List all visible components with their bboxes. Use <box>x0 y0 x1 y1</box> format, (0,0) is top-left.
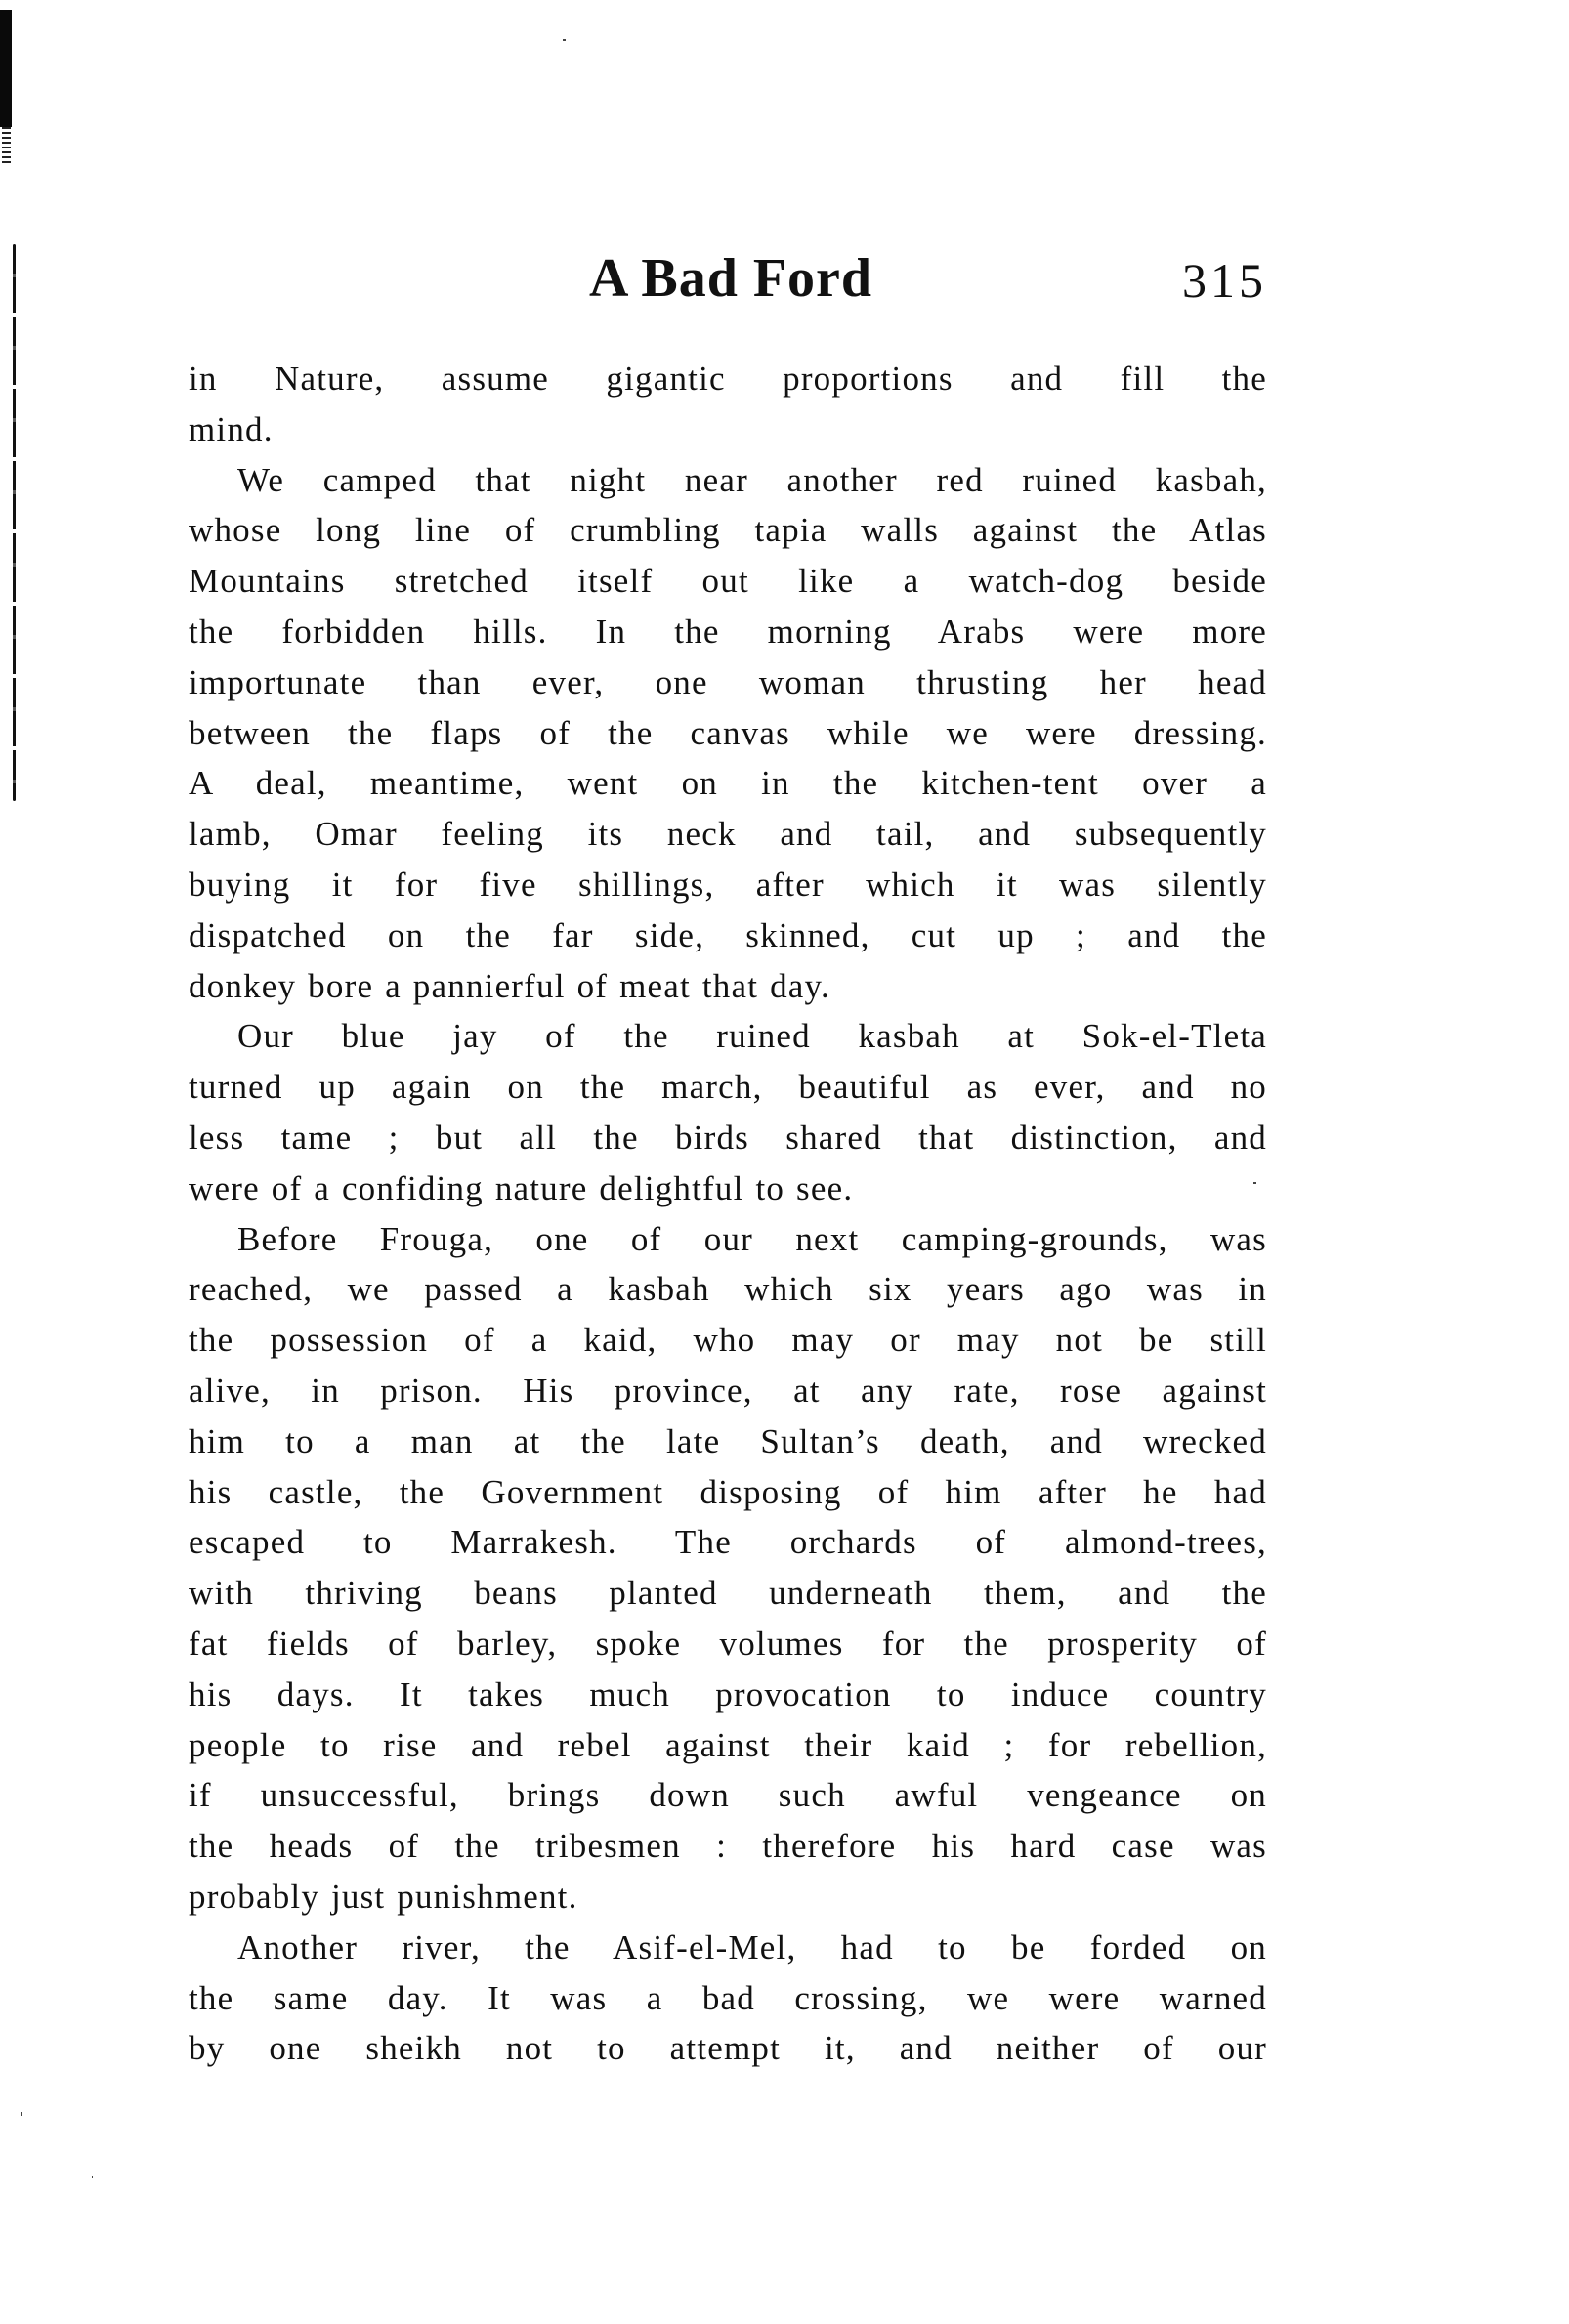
text-line: lamb, Omar feeling its neck and tail, and subsequently <box>189 815 1267 854</box>
running-head <box>189 246 1267 315</box>
paragraph <box>189 1011 1267 1213</box>
text-line: whose long line of crumbling tapia walls against the Atlas <box>189 511 1267 550</box>
text-line: dispatched on the far side, skinned, cut up ; and the <box>189 915 1267 954</box>
text-line: turned up again on the march, beautiful as ever, and no <box>189 1068 1267 1107</box>
text-line: We camped that night near another red ruined kasbah, <box>237 460 1267 499</box>
running-head-title: A Bad Ford <box>589 248 873 309</box>
text-line: the forbidden hills. In the morning Arabs were more <box>189 612 1267 651</box>
text-line: escaped to Marrakesh. The orchards of almond-trees, <box>189 1523 1267 1562</box>
text-line: A deal, meantime, went on in the kitchen-tent over a <box>189 764 1267 803</box>
paragraph <box>189 354 1267 455</box>
scan-speck <box>563 39 566 41</box>
text-line: in Nature, assume gigantic proportions and fill the <box>189 359 1267 398</box>
text-line: importunate than ever, one woman thrusting her head <box>189 662 1267 701</box>
text-line: buying it for five shillings, after which it was silently <box>189 865 1267 904</box>
text-line: alive, in prison. His province, at any rate, rose against <box>189 1371 1267 1410</box>
text-line: with thriving beans planted underneath them, and the <box>189 1574 1267 1613</box>
text-line: mind. <box>189 409 274 448</box>
text-line: the possession of a kaid, who may or may not be still <box>189 1321 1267 1360</box>
text-line: people to rise and rebel against their kaid ; for rebellion, <box>189 1725 1267 1764</box>
text-line: his days. It takes much provocation to induce country <box>189 1674 1267 1713</box>
text-line: less tame ; but all the birds shared that distinction, and <box>189 1118 1267 1157</box>
text-line: fat fields of barley, spoke volumes for the prosperity of <box>189 1624 1267 1663</box>
text-line: the same day. It was a bad crossing, we were warned <box>189 1978 1267 2017</box>
paragraph <box>189 1923 1267 2074</box>
text-line: were of a confiding nature delightful to see. <box>189 1168 854 1207</box>
scan-page-edge-line <box>13 244 16 801</box>
scan-speck <box>21 2112 22 2116</box>
text-line: by one sheikh not to attempt it, and neither of our <box>189 2029 1267 2068</box>
scan-edge-shadow <box>0 10 12 127</box>
paragraph <box>189 455 1267 1012</box>
paragraph <box>189 1214 1267 1923</box>
body-text <box>189 354 1267 2074</box>
scan-edge-noise <box>2 127 11 166</box>
text-line: Mountains stretched itself out like a watch-dog beside <box>189 562 1267 601</box>
scan-speck <box>92 2176 93 2178</box>
text-line: the heads of the tribesmen : therefore his hard case was <box>189 1827 1267 1866</box>
text-line: donkey bore a pannierful of meat that day. <box>189 966 830 1005</box>
text-line: Before Frouga, one of our next camping-grounds, was <box>237 1219 1267 1258</box>
text-line: Another river, the Asif-el-Mel, had to be forded on <box>237 1927 1267 1966</box>
text-line: reached, we passed a kasbah which six years ago was in <box>189 1270 1267 1309</box>
text-line: his castle, the Government disposing of him after he had <box>189 1472 1267 1511</box>
page-number: 315 <box>1182 253 1267 308</box>
text-line: Our blue jay of the ruined kasbah at Sok-el-Tleta <box>237 1017 1267 1056</box>
text-line: if unsuccessful, brings down such awful vengeance on <box>189 1776 1267 1815</box>
text-line: between the flaps of the canvas while we were dressing. <box>189 713 1267 752</box>
text-line: him to a man at the late Sultan’s death, and wrecked <box>189 1421 1267 1460</box>
text-line: probably just punishment. <box>189 1877 578 1916</box>
